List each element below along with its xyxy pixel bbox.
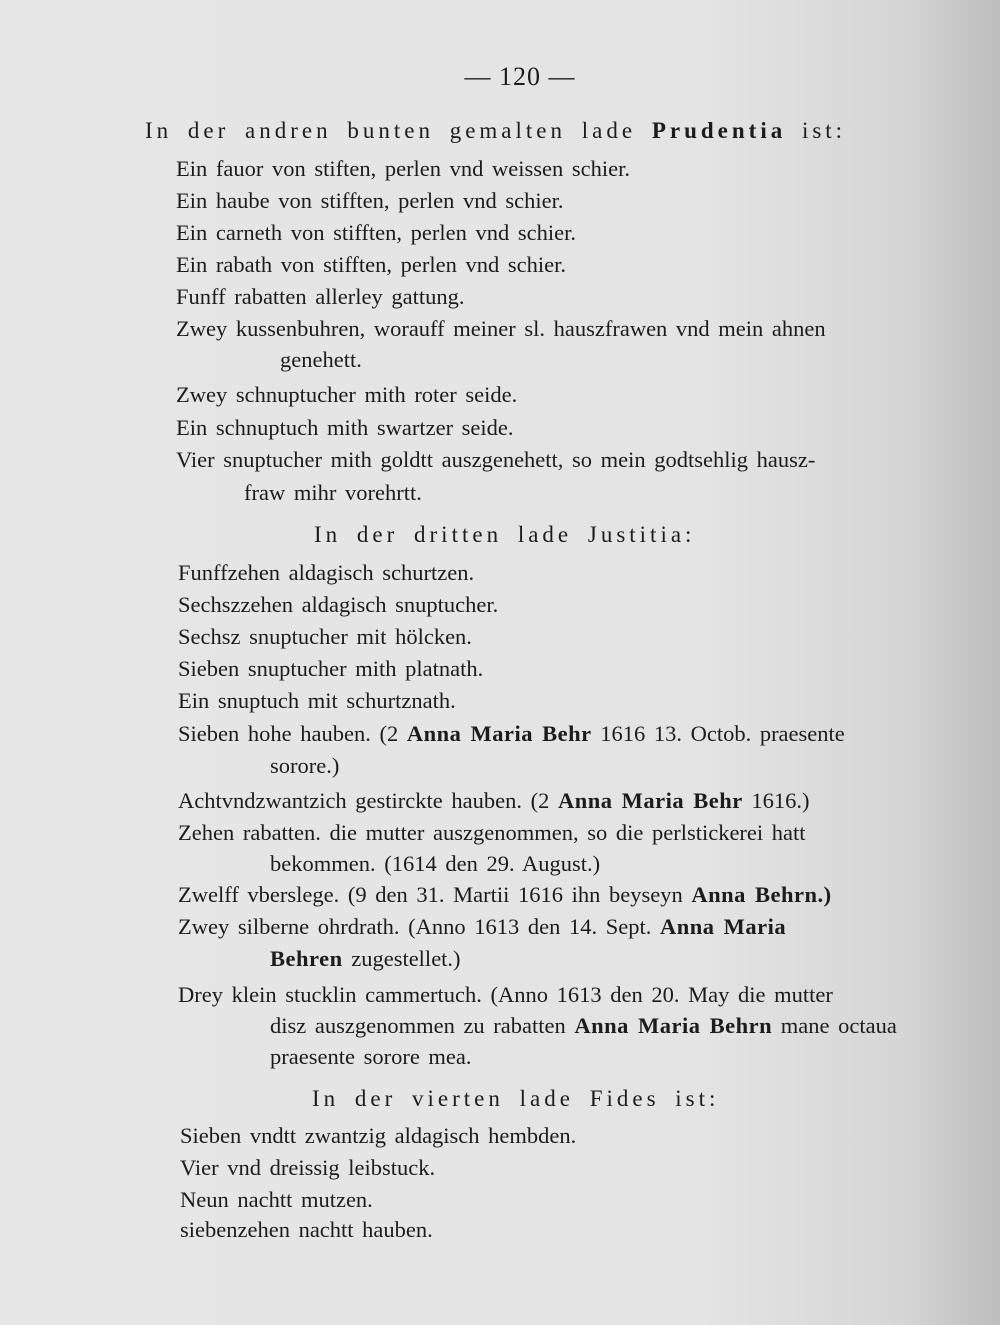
entry-text: disz auszgenommen zu rabatten	[270, 1013, 566, 1038]
heading-suffix: ist:	[675, 1086, 720, 1111]
text-line: Sechsz snuptucher mit hölcken.	[178, 624, 472, 649]
text-line: Ein schnuptuch mith swartzer seide.	[176, 415, 514, 440]
text-line: Neun nachtt mutzen.	[180, 1187, 373, 1212]
entry-name-bold: Anna Maria Behrn	[574, 1013, 773, 1038]
entry-text: zugestellet.)	[351, 946, 461, 971]
entry-name-bold: Anna Behrn.)	[691, 882, 832, 907]
entry-name-bold: Anna Maria Behr	[558, 788, 743, 813]
text-line: Ein snuptuch mit schurtznath.	[178, 688, 456, 713]
entry-name-bold: Anna Maria	[660, 914, 787, 939]
entry-name-bold: Behren	[270, 946, 343, 971]
text-line-continuation: fraw mihr vorehrtt.	[244, 480, 422, 505]
text-line-continuation: praesente sorore mea.	[270, 1044, 472, 1069]
text-line: Sechszzehen aldagisch snuptucher.	[178, 592, 499, 617]
text-line: Zwey schnuptucher mith roter seide.	[176, 382, 518, 407]
section-heading-prudentia	[145, 118, 846, 144]
text-line-continuation: bekommen. (1614 den 29. August.)	[270, 851, 601, 876]
entry-drey	[178, 980, 833, 1010]
text-line: Funffzehen aldagisch schurtzen.	[178, 560, 475, 585]
heading-suffix: ist:	[801, 118, 847, 143]
heading-text: In der dritten lade	[314, 522, 573, 547]
text-line-continuation: sorore.)	[270, 753, 340, 778]
text-line: Ein carneth von stifften, perlen vnd schier.	[176, 220, 576, 245]
entry-name-bold: Anna Maria Behr	[406, 721, 592, 746]
entry-text: mane octaua	[780, 1013, 897, 1038]
entry-drey-continuation	[270, 1011, 897, 1041]
page-number: — 120 —	[464, 62, 576, 91]
text-line-continuation: genehett.	[280, 347, 362, 372]
entry-text: Sieben hohe hauben. (2	[178, 721, 399, 746]
heading-name: Fides	[589, 1086, 660, 1111]
text-line: Vier vnd dreissig leibstuck.	[180, 1155, 436, 1180]
entry-hauben	[178, 719, 845, 749]
entry-text: 1616 13. Octob. praesente	[600, 721, 845, 746]
heading-name: Justitia:	[587, 522, 696, 547]
entry-text: Zehen rabatten. die mutter auszgenommen, so die perlstickerei hatt	[178, 820, 806, 845]
section-heading-justitia	[314, 522, 695, 548]
heading-text: In der vierten lade	[312, 1086, 574, 1111]
entry-text: 1616.)	[751, 788, 810, 813]
text-line: Ein haube von stifften, perlen vnd schier.	[176, 188, 564, 213]
entry-zwey-continuation	[270, 944, 461, 974]
entry-text: Drey klein stucklin cammertuch. (Anno 1613 den 20. May die mutter	[178, 982, 833, 1007]
heading-name: Prudentia	[651, 118, 787, 143]
entry-achtvnd	[178, 786, 810, 816]
text-line: Ein fauor von stiften, perlen vnd weissen schier.	[176, 156, 631, 181]
heading-text: In der andren bunten gemalten lade	[145, 118, 637, 143]
entry-text: Zwelff vberslege. (9 den 31. Martii 1616 ihn beyseyn	[178, 882, 683, 907]
entry-text: Achtvndzwantzich gestirckte hauben. (2	[178, 788, 550, 813]
text-line: Ein rabath von stifften, perlen vnd schier.	[176, 252, 566, 277]
text-line: Funff rabatten allerley gattung.	[176, 284, 465, 309]
text-line: Zwey kussenbuhren, worauff meiner sl. hauszfrawen vnd mein ahnen	[176, 316, 826, 341]
entry-zwelff	[178, 880, 832, 910]
entry-zwey	[178, 912, 786, 942]
entry-zehen	[178, 818, 806, 848]
text-line: Vier snuptucher mith goldtt auszgenehett, so mein godtsehlig hausz-	[176, 447, 816, 472]
text-line: Sieben vndtt zwantzig aldagisch hembden.	[180, 1123, 577, 1148]
entry-text: Zwey silberne ohrdrath. (Anno 1613 den 14. Sept.	[178, 914, 652, 939]
section-heading-fides	[312, 1086, 719, 1112]
text-line: siebenzehen nachtt hauben.	[180, 1217, 433, 1242]
text-line: Sieben snuptucher mith platnath.	[178, 656, 484, 681]
